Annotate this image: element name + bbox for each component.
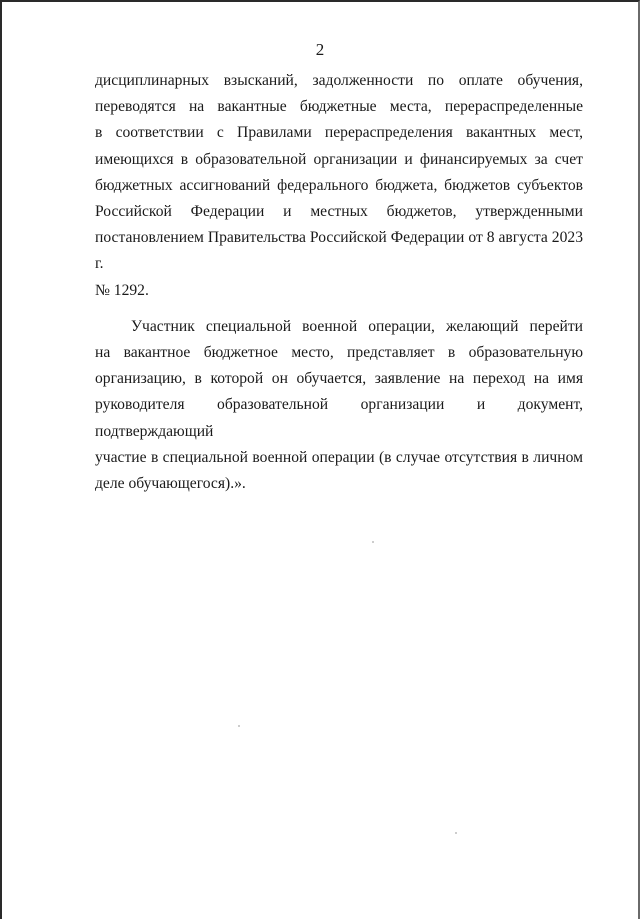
text-line: бюджетных ассигнований федерального бюджета, бюджетов субъектов: [95, 176, 583, 194]
scan-speck: [455, 832, 457, 834]
text-line: Российской Федерации и местных бюджетов, утвержденными: [95, 203, 583, 221]
text-line: на вакантное бюджетное место, представляет в образовательную: [95, 344, 583, 362]
page-number: 2: [315, 40, 325, 59]
text-line: в соответствии с Правилами перераспределения вакантных мест,: [95, 124, 583, 142]
text-line: постановлением Правительства Российской Федерации от 8 августа 2023 г.: [95, 229, 583, 273]
text-line: деле обучающегося).».: [95, 475, 246, 493]
scan-speck: [238, 725, 240, 727]
text-line: № 1292.: [95, 281, 149, 299]
text-line: переводятся на вакантные бюджетные места, перераспределенные: [95, 98, 583, 116]
text-line: руководителя образовательной организации и документ, подтверждающий: [95, 396, 583, 440]
document-body: [95, 68, 583, 497]
scan-speck: [372, 541, 374, 543]
text-line: дисциплинарных взысканий, задолженности по оплате обучения,: [95, 72, 583, 89]
paragraph-first-line: Участник специальной военной операции, желающий перейти: [131, 317, 583, 335]
text-line: имеющихся в образовательной организации и финансируемых за счет: [95, 150, 583, 168]
text-line: участие в специальной военной операции (в случае отсутствия в личном: [95, 448, 583, 466]
text-line: организацию, в которой он обучается, заявление на переход на имя: [95, 370, 583, 388]
